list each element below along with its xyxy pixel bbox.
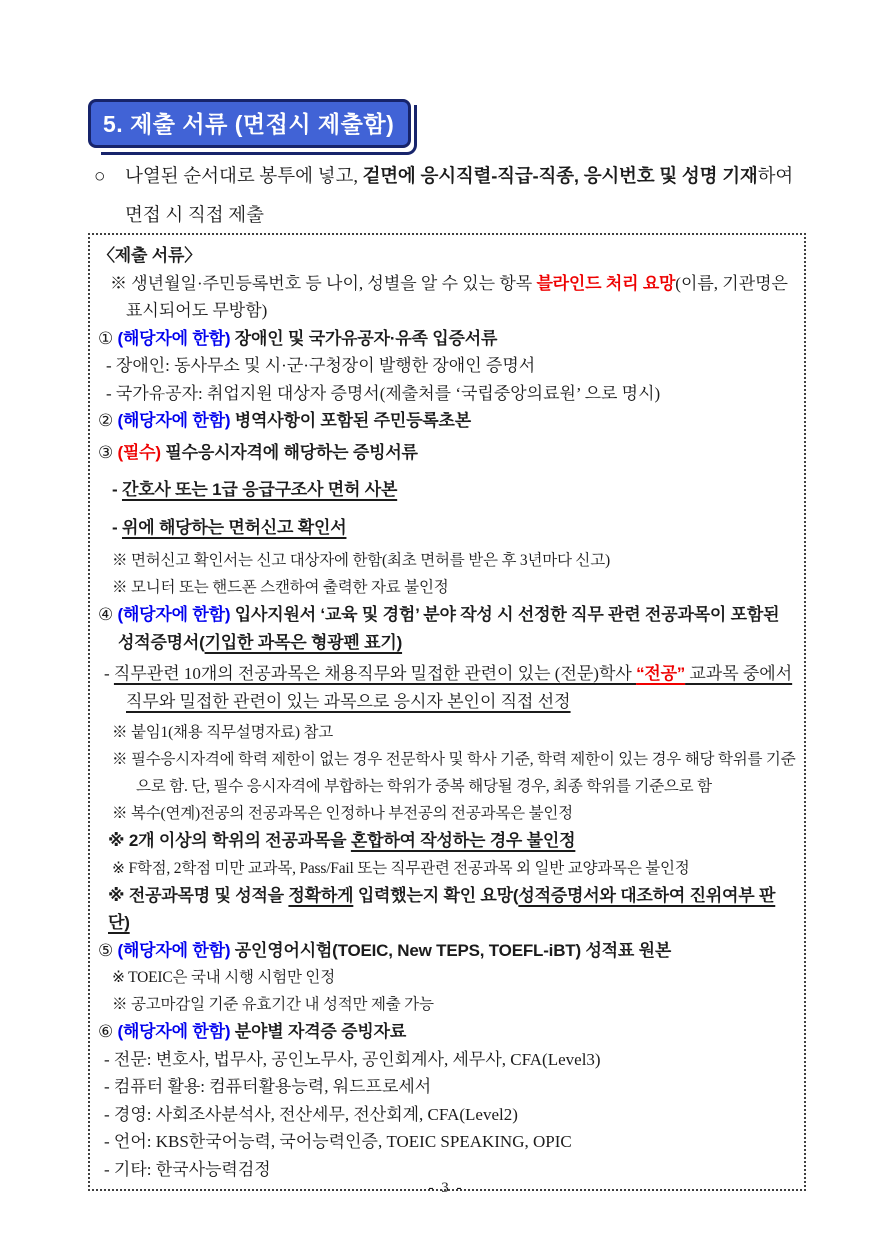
text-run: ⑥ — [98, 1022, 118, 1041]
doc-line — [96, 746, 796, 800]
text-run: ※ 복수(연계)전공의 전공과목은 인정하나 부전공의 전공과목은 불인정 — [112, 805, 573, 822]
text-run: (해당자에 한함) — [117, 605, 231, 624]
text-run: (필수) — [117, 442, 161, 462]
text-run: (해당자에 한함) — [117, 1022, 231, 1041]
text-run: 기입한 과목은 형광펜 표기) — [204, 632, 403, 652]
doc-line — [96, 1046, 796, 1074]
doc-line — [96, 964, 796, 991]
text-run: 직무관련 10개의 전공과목은 채용직무와 밀접한 관련이 있는 (전문)학사 — [113, 664, 637, 683]
text-run: 필수응시자격에 해당하는 증빙서류 — [160, 442, 418, 462]
doc-line — [96, 242, 796, 270]
doc-line — [96, 1073, 796, 1101]
intro-paragraph — [94, 156, 810, 236]
text-run: ※ 생년월일·주민등록번호 등 나이, 성별을 알 수 있는 항목 — [110, 273, 537, 293]
doc-line — [96, 476, 796, 504]
text-run: 공인영어시험(TOEIC, New TEPS, TOEFL-iBT) 성적표 원본 — [230, 940, 672, 960]
doc-line — [96, 991, 796, 1018]
doc-line — [96, 352, 796, 380]
text-run: 입력했는지 확인 요망( — [353, 885, 519, 905]
doc-line — [96, 1156, 796, 1184]
text-run: 교과목 중에서 직무와 밀접한 관련이 있는 과목으로 응시자 본인이 직접 선정 — [126, 664, 793, 711]
doc-line — [96, 574, 796, 601]
text-run: ⑤ — [98, 940, 118, 960]
text-run: “전공” — [636, 664, 686, 683]
text-run: - 국가유공자: 취업지원 대상자 증명서(제출처를 ‘국립중앙의료원’ 으로 명시) — [106, 383, 661, 403]
text-run: ※ 면허신고 확인서는 신고 대상자에 한함(최초 면허를 받은 후 3년마다 신고) — [112, 552, 610, 569]
text-run: ※ 필수응시자격에 학력 제한이 없는 경우 전문학사 및 학사 기준, 학력 제한이 있는 경우 해당 학위를 기준으로 함. 단, 필수 응시자격에 부합하는 학위가 중복 해당될 경우, 최종 학위를 기준으로 함 — [112, 751, 796, 795]
intro-text — [94, 156, 810, 236]
text-run: ※ 붙임1(채용 직무설명자료) 참고 — [112, 724, 334, 741]
text-run: 하여 면접 시 직접 제출 — [125, 167, 794, 226]
text-run: ※ 2개 이상의 학위의 전공과목을 — [108, 831, 351, 850]
doc-line — [96, 827, 796, 855]
doc-line — [96, 407, 796, 435]
doc-line — [96, 270, 796, 325]
text-run: - 장애인: 동사무소 및 시·군·구청장이 발행한 장애인 증명서 — [106, 356, 536, 375]
circle-bullet-icon: ○ — [94, 166, 106, 187]
doc-line — [96, 882, 796, 937]
doc-line — [96, 547, 796, 574]
page-number: - 3 - — [428, 1180, 464, 1196]
text-run: - — [104, 664, 114, 683]
text-run: ※ 모니터 또는 핸드폰 스캔하여 출력한 자료 불인정 — [112, 579, 449, 596]
text-run: ※ 공고마감일 기준 유효기간 내 성적만 제출 가능 — [112, 996, 434, 1013]
text-run: ※ TOEIC은 국내 시행 시험만 인정 — [112, 969, 335, 986]
text-run: - 언어: KBS한국어능력, 국어능력인증, TOEIC SPEAKING, OPIC — [104, 1132, 572, 1151]
doc-line — [96, 1128, 796, 1156]
doc-line — [96, 439, 796, 467]
text-run: 나열된 순서대로 봉투에 넣고, — [125, 167, 363, 187]
text-run: - 컴퓨터 활용: 컴퓨터활용능력, 워드프로세서 — [104, 1077, 432, 1096]
doc-line — [96, 380, 796, 408]
text-run: 블라인드 처리 요망 — [536, 273, 676, 293]
doc-line — [96, 855, 796, 882]
text-run: ② — [98, 411, 118, 430]
text-run: 장애인 및 국가유공자·유족 입증서류 — [230, 328, 498, 348]
text-run: 〈제출 서류〉 — [98, 246, 202, 265]
text-run: ① — [98, 328, 118, 348]
doc-line — [96, 325, 796, 353]
section-title-label: 5. 제출 서류 (면접시 제출함) — [103, 111, 395, 137]
text-run: (해당자에 한함) — [117, 411, 231, 430]
doc-line — [96, 800, 796, 827]
text-run: 간호사 또는 1급 응급구조사 면허 사본 — [121, 480, 398, 499]
doc-line — [96, 514, 796, 542]
text-run: - 기타: 한국사능력검정 — [104, 1159, 271, 1179]
text-run: ※ 전공과목명 및 성적을 — [108, 885, 289, 905]
text-run: 겉면에 응시직렬-직급-직종, 응시번호 및 성명 기재 — [362, 165, 758, 186]
text-run: 정확하게 — [288, 885, 354, 905]
text-run: 위에 해당하는 면허신고 확인서 — [121, 517, 347, 537]
doc-line — [96, 719, 796, 746]
text-run: 혼합하여 작성하는 경우 불인정 — [350, 831, 576, 850]
text-run: (해당자에 한함) — [117, 940, 231, 960]
text-run: 분야별 자격증 증빙자료 — [230, 1022, 407, 1041]
text-run: (이름, 기관명은 표시되어도 무방함) — [126, 273, 788, 320]
doc-line — [96, 937, 796, 965]
text-run: - — [112, 517, 122, 537]
text-run: 병역사항이 포함된 주민등록초본 — [230, 411, 471, 430]
doc-line — [96, 1018, 796, 1046]
text-run: ※ F학점, 2학점 미만 교과목, Pass/Fail 또는 직무관련 전공과목 외 일반 교양과목은 불인정 — [112, 859, 690, 877]
doc-line — [96, 601, 796, 656]
text-run: (해당자에 한함) — [117, 328, 231, 348]
text-run: 입사지원서 ‘교육 및 경험’ 분야 작성 시 선정한 직무 관련 전공과목이 포함된 성적증명서( — [118, 605, 780, 652]
text-run: ③ — [98, 442, 118, 462]
text-run: - 경영: 사회조사분석사, 전산세무, 전산회계, CFA(Level2) — [104, 1104, 518, 1124]
section-title-box — [88, 99, 411, 148]
text-run: - 전문: 변호사, 법무사, 공인노무사, 공인회계사, 세무사, CFA(Level3) — [104, 1049, 601, 1069]
doc-line — [96, 1101, 796, 1129]
text-run: ④ — [98, 605, 118, 624]
text-run: 성적증명서와 대조하여 진위여부 판단) — [108, 885, 776, 932]
doc-line — [96, 660, 796, 715]
text-run: - — [112, 480, 122, 499]
submission-box — [88, 233, 806, 1191]
